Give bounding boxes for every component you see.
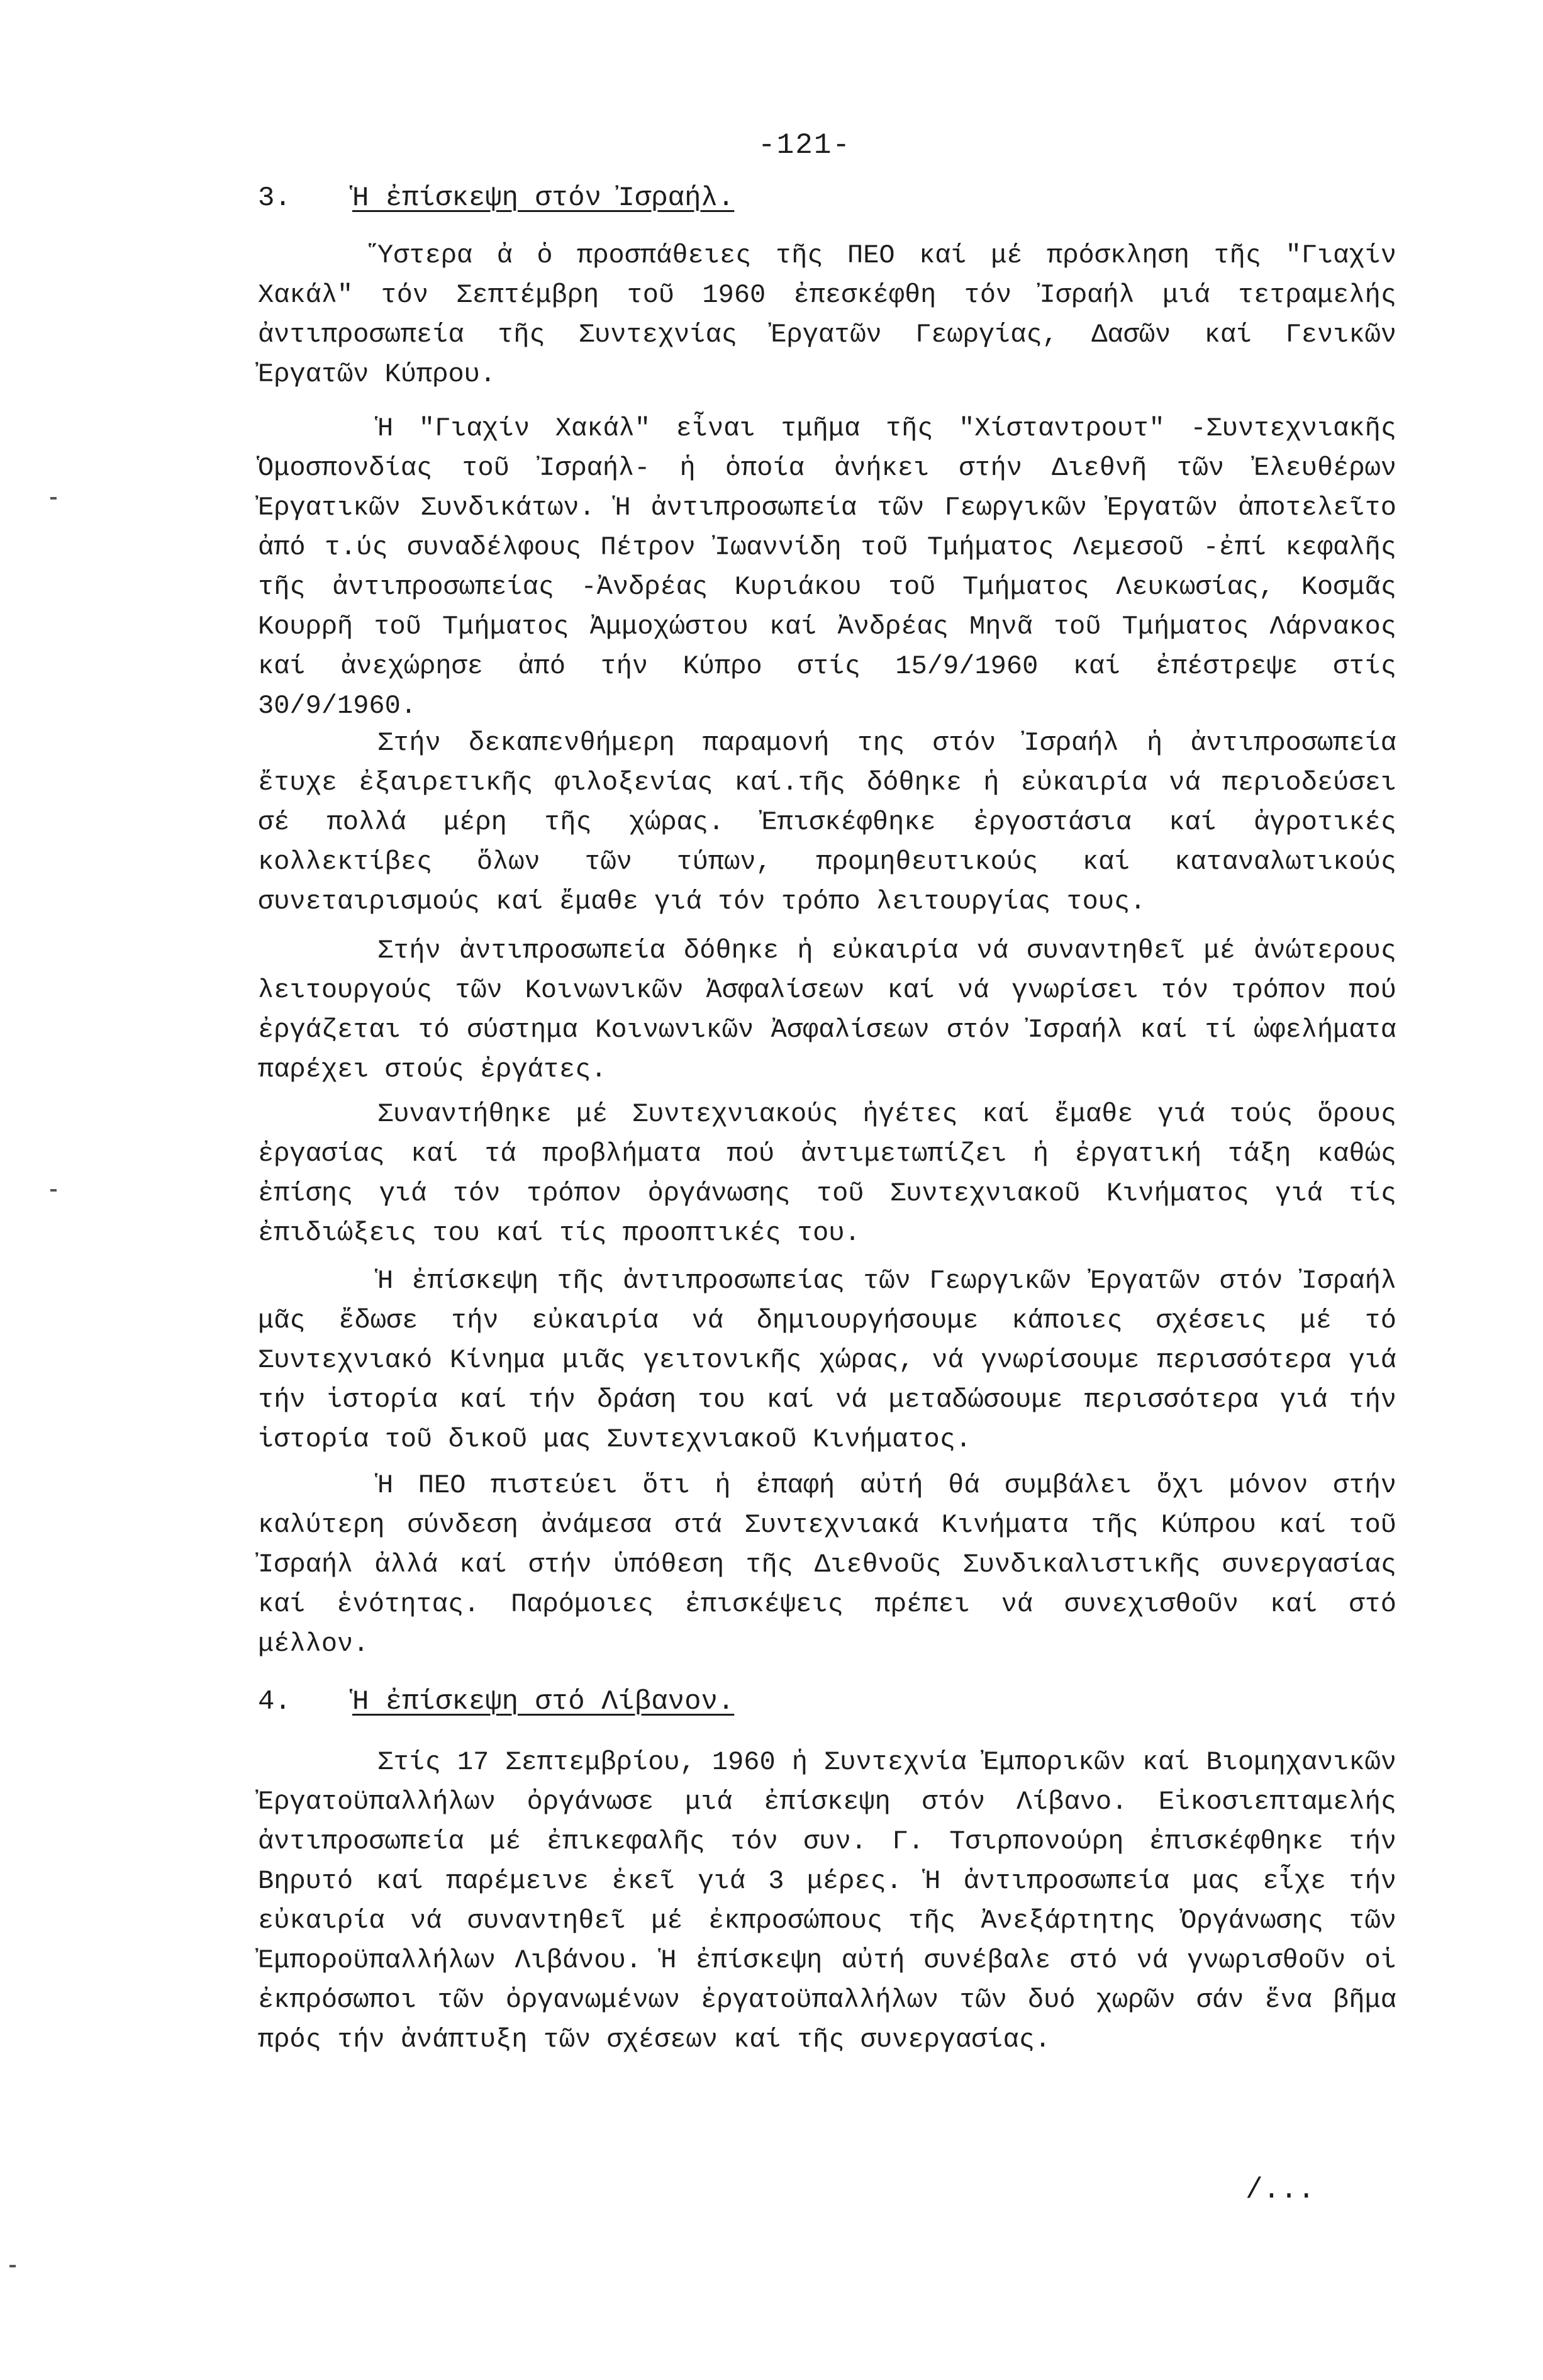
paragraph-3-2: Ἡ "Γιαχίν Χακάλ" εἶναι τμῆμα τῆς "Χίσταντρουτ" -Συντεχνιακῆς Ὁμοσπονδίας τοῦ Ἰσραήλ- ἡ ὁποία ἀνήκει στήν Διεθνῆ τῶν Ἐλευθέρων Ἐργατικῶν Συνδικάτων. Ἡ ἀντιπροσωπεία τῶν Γεωργικῶν Ἐργατῶν ἀποτελεῖτο ἀπό τ.ύς συναδέλφους Πέτρον Ἰωαννίδη τοῦ Τμήματος Λεμεσοῦ -ἐπί κεφαλῆς τῆς ἀντιπροσωπείας -Ἀνδρέας Κυριάκου τοῦ Τμήματος Λευκωσίας, Κοσμᾶς Κουρρῆ τοῦ Τμήματος Ἀμμοχώστου καί Ἀνδρέας Μηνᾶ τοῦ Τμήματος Λάρνακος καί ἀνεχώρησε ἀπό τήν Κύπρο στίς 15/9/1960 καί ἐπέστρεψε στίς 30/9/1960. bbox=[258, 413, 1396, 721]
section-3-title: Ἡ ἐπίσκεψη στόν Ἰσραήλ. bbox=[352, 182, 735, 214]
section-4-number: 4. bbox=[258, 1686, 291, 1718]
paragraph-3-3: Στήν δεκαπενθήμερη παραμονή της στόν Ἰσραήλ ἡ ἀντιπροσωπεία ἔτυχε ἐξαιρετικῆς φιλοξενίας καί.τῆς δόθηκε ἡ εὐκαιρία νά περιοδεύσει σέ πολλά μέρη τῆς χώρας. Ἐπισκέφθηκε ἐργοστάσια καί ἀγροτικές κολλεκτίβες ὅλων τῶν τύπων, προμηθευτικούς καί καταναλωτικούς συνεταιρισμούς καί ἔμαθε γιά τόν τρόπο λειτουργίας τους. bbox=[258, 728, 1396, 917]
paragraph-3-1: Ὕστερα ἀ ὁ προσπάθειες τῆς ΠΕΟ καί μέ πρόσκληση τῆς "Γιαχίν Χακάλ" τόν Σεπτέμβρη τοῦ 1960 ἐπεσκέφθη τόν Ἰσραήλ μιά τετραμελής ἀντιπροσωπεία τῆς Συντεχνίας Ἐργατῶν Γεωργίας, Δασῶν καί Γενικῶν Ἐργατῶν Κύπρου. bbox=[258, 240, 1396, 389]
section-4-heading bbox=[258, 1686, 734, 1718]
paragraph-3-6: Ἡ ἐπίσκεψη τῆς ἀντιπροσωπείας τῶν Γεωργικῶν Ἐργατῶν στόν Ἰσραήλ μᾶς ἔδωσε τήν εὐκαιρία νά δημιουργήσουμε κάποιες σχέσεις μέ τό Συντεχνιακό Κίνημα μιᾶς γειτονικῆς χώρας, νά γνωρίσουμε περισσότερα γιά τήν ἱστορία καί τήν δράση του καί νά μεταδώσουμε περισσότερα γιά τήν ἱστορία τοῦ δικοῦ μας Συντεχνιακοῦ Κινήματος. bbox=[258, 1266, 1396, 1455]
section-4-title: Ἡ ἐπίσκεψη στό Λίβανον. bbox=[352, 1686, 735, 1718]
scan-speck bbox=[9, 2265, 16, 2267]
paragraph-3-4: Στήν ἀντιπροσωπεία δόθηκε ἡ εὐκαιρία νά συναντηθεῖ μέ ἀνώτερους λειτουργούς τῶν Κοινωνικῶν Ἀσφαλίσεων καί νά γνωρίσει τόν τρόπον πού ἐργάζεται τό σύστημα Κοινωνικῶν Ἀσφαλίσεων στόν Ἰσραήλ καί τί ὠφελήματα παρέχει στούς ἐργάτες. bbox=[258, 936, 1396, 1085]
paragraph-3-7: Ἡ ΠΕΟ πιστεύει ὅτι ἡ ἐπαφή αὐτή θά συμβάλει ὄχι μόνον στήν καλύτερη σύνδεση ἀνάμεσα στά Συντεχνιακά Κινήματα τῆς Κύπρου καί τοῦ Ἰσραήλ ἀλλά καί στήν ὑπόθεση τῆς Διεθνοῦς Συνδικαλιστικῆς συνεργασίας καί ἑνότητας. Παρόμοιες ἐπισκέψεις πρέπει νά συνεχισθοῦν καί στό μέλλον. bbox=[258, 1470, 1396, 1659]
scan-speck bbox=[50, 497, 57, 500]
scan-speck bbox=[50, 1189, 57, 1192]
section-3-number: 3. bbox=[258, 182, 291, 214]
paragraph-3-5: Συναντήθηκε μέ Συντεχνιακούς ἡγέτες καί ἔμαθε γιά τούς ὅρους ἐργασίας καί τά προβλήματα πού ἀντιμετωπίζει ἡ ἐργατική τάξη καθώς ἐπίσης γιά τόν τρόπον ὀργάνωσης τοῦ Συντεχνιακοῦ Κινήματος γιά τίς ἐπιδιώξεις του καί τίς προοπτικές του. bbox=[258, 1099, 1396, 1248]
continuation-mark: /... bbox=[1245, 2174, 1315, 2206]
page-number: -121- bbox=[758, 129, 852, 162]
section-3-heading bbox=[258, 182, 734, 214]
paragraph-4-1: Στίς 17 Σεπτεμβρίου, 1960 ἡ Συντεχνία Ἐμπορικῶν καί Βιομηχανικῶν Ἐργατοϋπαλλήλων ὀργάνωσε μιά ἐπίσκεψη στόν Λίβανο. Εἰκοσιεπταμελής ἀντιπροσωπεία μέ ἐπικεφαλῆς τόν συν. Γ. Τσιρπονούρη ἐπισκέφθηκε τήν Βηρυτό καί παρέμεινε ἐκεῖ γιά 3 μέρες. Ἡ ἀντιπροσωπεία μας εἶχε τήν εὐκαιρία νά συναντηθεῖ μέ ἐκπροσώπους τῆς Ἀνεξάρτητης Ὀργάνωσης τῶν Ἐμποροϋπαλλήλων Λιβάνου. Ἡ ἐπίσκεψη αὐτή συνέβαλε στό νά γνωρισθοῦν οἱ ἐκπρόσωποι τῶν ὀργανωμένων ἐργατοϋπαλλήλων τῶν δυό χωρῶν σάν ἕνα βῆμα πρός τήν ἀνάπτυξη τῶν σχέσεων καί τῆς συνεργασίας. bbox=[258, 1747, 1396, 2055]
